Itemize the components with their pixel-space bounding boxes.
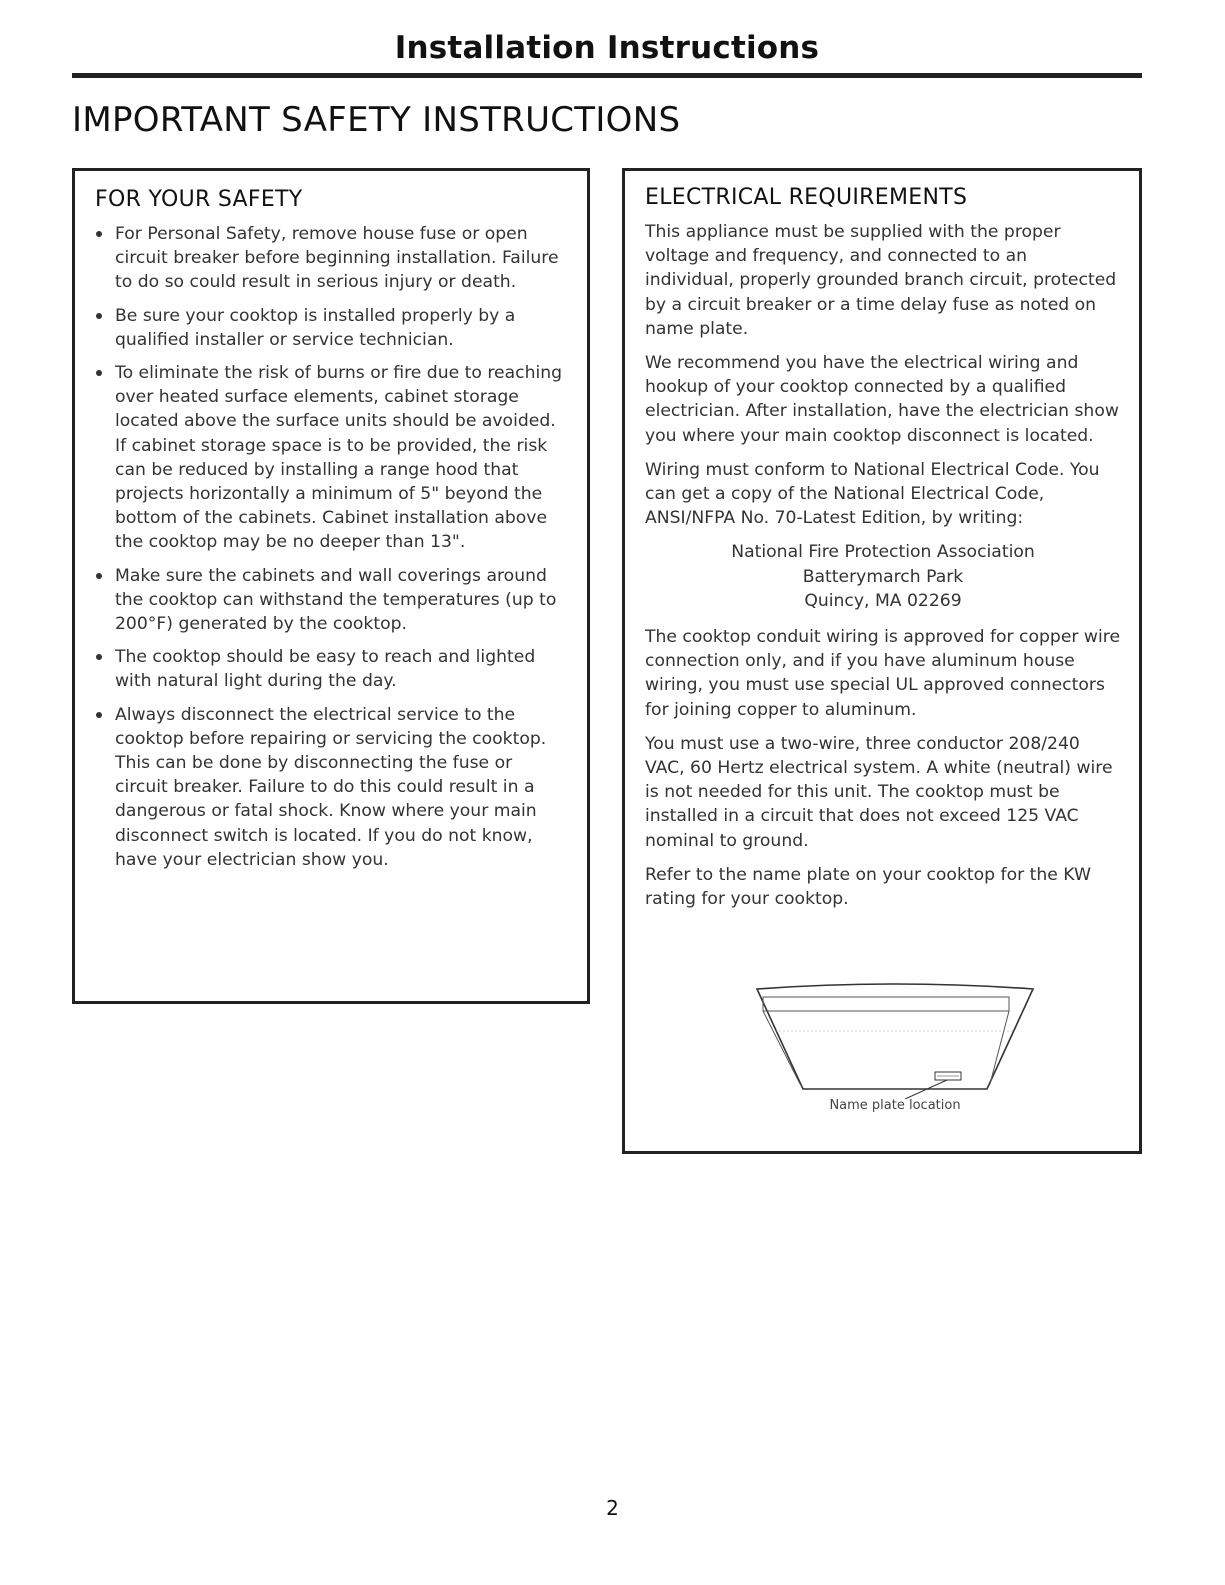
safety-item: Always disconnect the electrical service to the cooktop before repairing or servicing the cooktop. This can be done by disconnecting the fuse or circuit breaker. Failure to do this could result in a dangerous or fatal shock. Know where your main disconnect switch is located. If you do not know, have your electrician show you. bbox=[95, 703, 569, 872]
diagram-caption: Name plate location bbox=[829, 1098, 961, 1113]
safety-heading: FOR YOUR SAFETY bbox=[95, 187, 303, 212]
safety-item: For Personal Safety, remove house fuse or open circuit breaker before beginning installation. Failure to do so could result in serious injury or death. bbox=[95, 222, 569, 295]
address-line: Quincy, MA 02269 bbox=[804, 590, 962, 611]
electrical-paragraph: We recommend you have the electrical wiring and hookup of your cooktop connected by a qualified electrician. After installation, have the electrician show you where your main cooktop disconnect is located. bbox=[645, 353, 1119, 446]
main-title: IMPORTANT SAFETY INSTRUCTIONS bbox=[72, 100, 681, 140]
electrical-paragraph: The cooktop conduit wiring is approved for copper wire connection only, and if you have aluminum house wiring, you must use special UL approved connectors for joining copper to aluminum. bbox=[645, 627, 1121, 720]
nfpa-address bbox=[645, 540, 1121, 613]
electrical-paragraph: Wiring must conform to National Electrical Code. You can get a copy of the National Electrical Code, ANSI/NFPA No. 70-Latest Edition, by writing: bbox=[645, 459, 1100, 529]
electrical-paragraph: Refer to the name plate on your cooktop for the KW rating for your cooktop. bbox=[645, 864, 1091, 910]
safety-box bbox=[72, 168, 590, 1004]
electrical-paragraph: You must use a two-wire, three conductor 208/240 VAC, 60 Hertz electrical system. A white (neutral) wire is not needed for this unit. The cooktop must be installed in a circuit that does not exceed 125 VAC nominal to ground. bbox=[645, 733, 1113, 851]
page-header-title: Installation Instructions bbox=[394, 30, 820, 66]
page-number: 2 bbox=[606, 1496, 619, 1520]
safety-list bbox=[95, 222, 569, 872]
address-line: Batterymarch Park bbox=[802, 566, 964, 587]
safety-item: Make sure the cabinets and wall coverings around the cooktop can withstand the temperatures (up to 200°F) generated by the cooktop. bbox=[95, 564, 569, 637]
safety-item: To eliminate the risk of burns or fire due to reaching over heated surface elements, cabinet storage located above the surface units should be avoided. If cabinet storage space is to be provided, the risk can be reduced by installing a range hood that projects horizontally a minimum of 5" beyond the bottom of the cabinets. Cabinet installation above the cooktop may be no deeper than 13". bbox=[95, 361, 569, 555]
electrical-paragraph: This appliance must be supplied with the proper voltage and frequency, and connected to an individual, properly grounded branch circuit, protected by a circuit breaker or a time delay fuse as noted on name plate. bbox=[645, 222, 1117, 339]
electrical-box bbox=[622, 168, 1142, 1154]
safety-item: Be sure your cooktop is installed properly by a qualified installer or service technician. bbox=[95, 304, 569, 352]
safety-item: The cooktop should be easy to reach and lighted with natural light during the day. bbox=[95, 645, 569, 693]
electrical-heading: ELECTRICAL REQUIREMENTS bbox=[645, 185, 968, 210]
header-rule bbox=[72, 73, 1142, 78]
cooktop-nameplate-diagram bbox=[755, 979, 1035, 1099]
address-line: National Fire Protection Association bbox=[731, 542, 1035, 563]
